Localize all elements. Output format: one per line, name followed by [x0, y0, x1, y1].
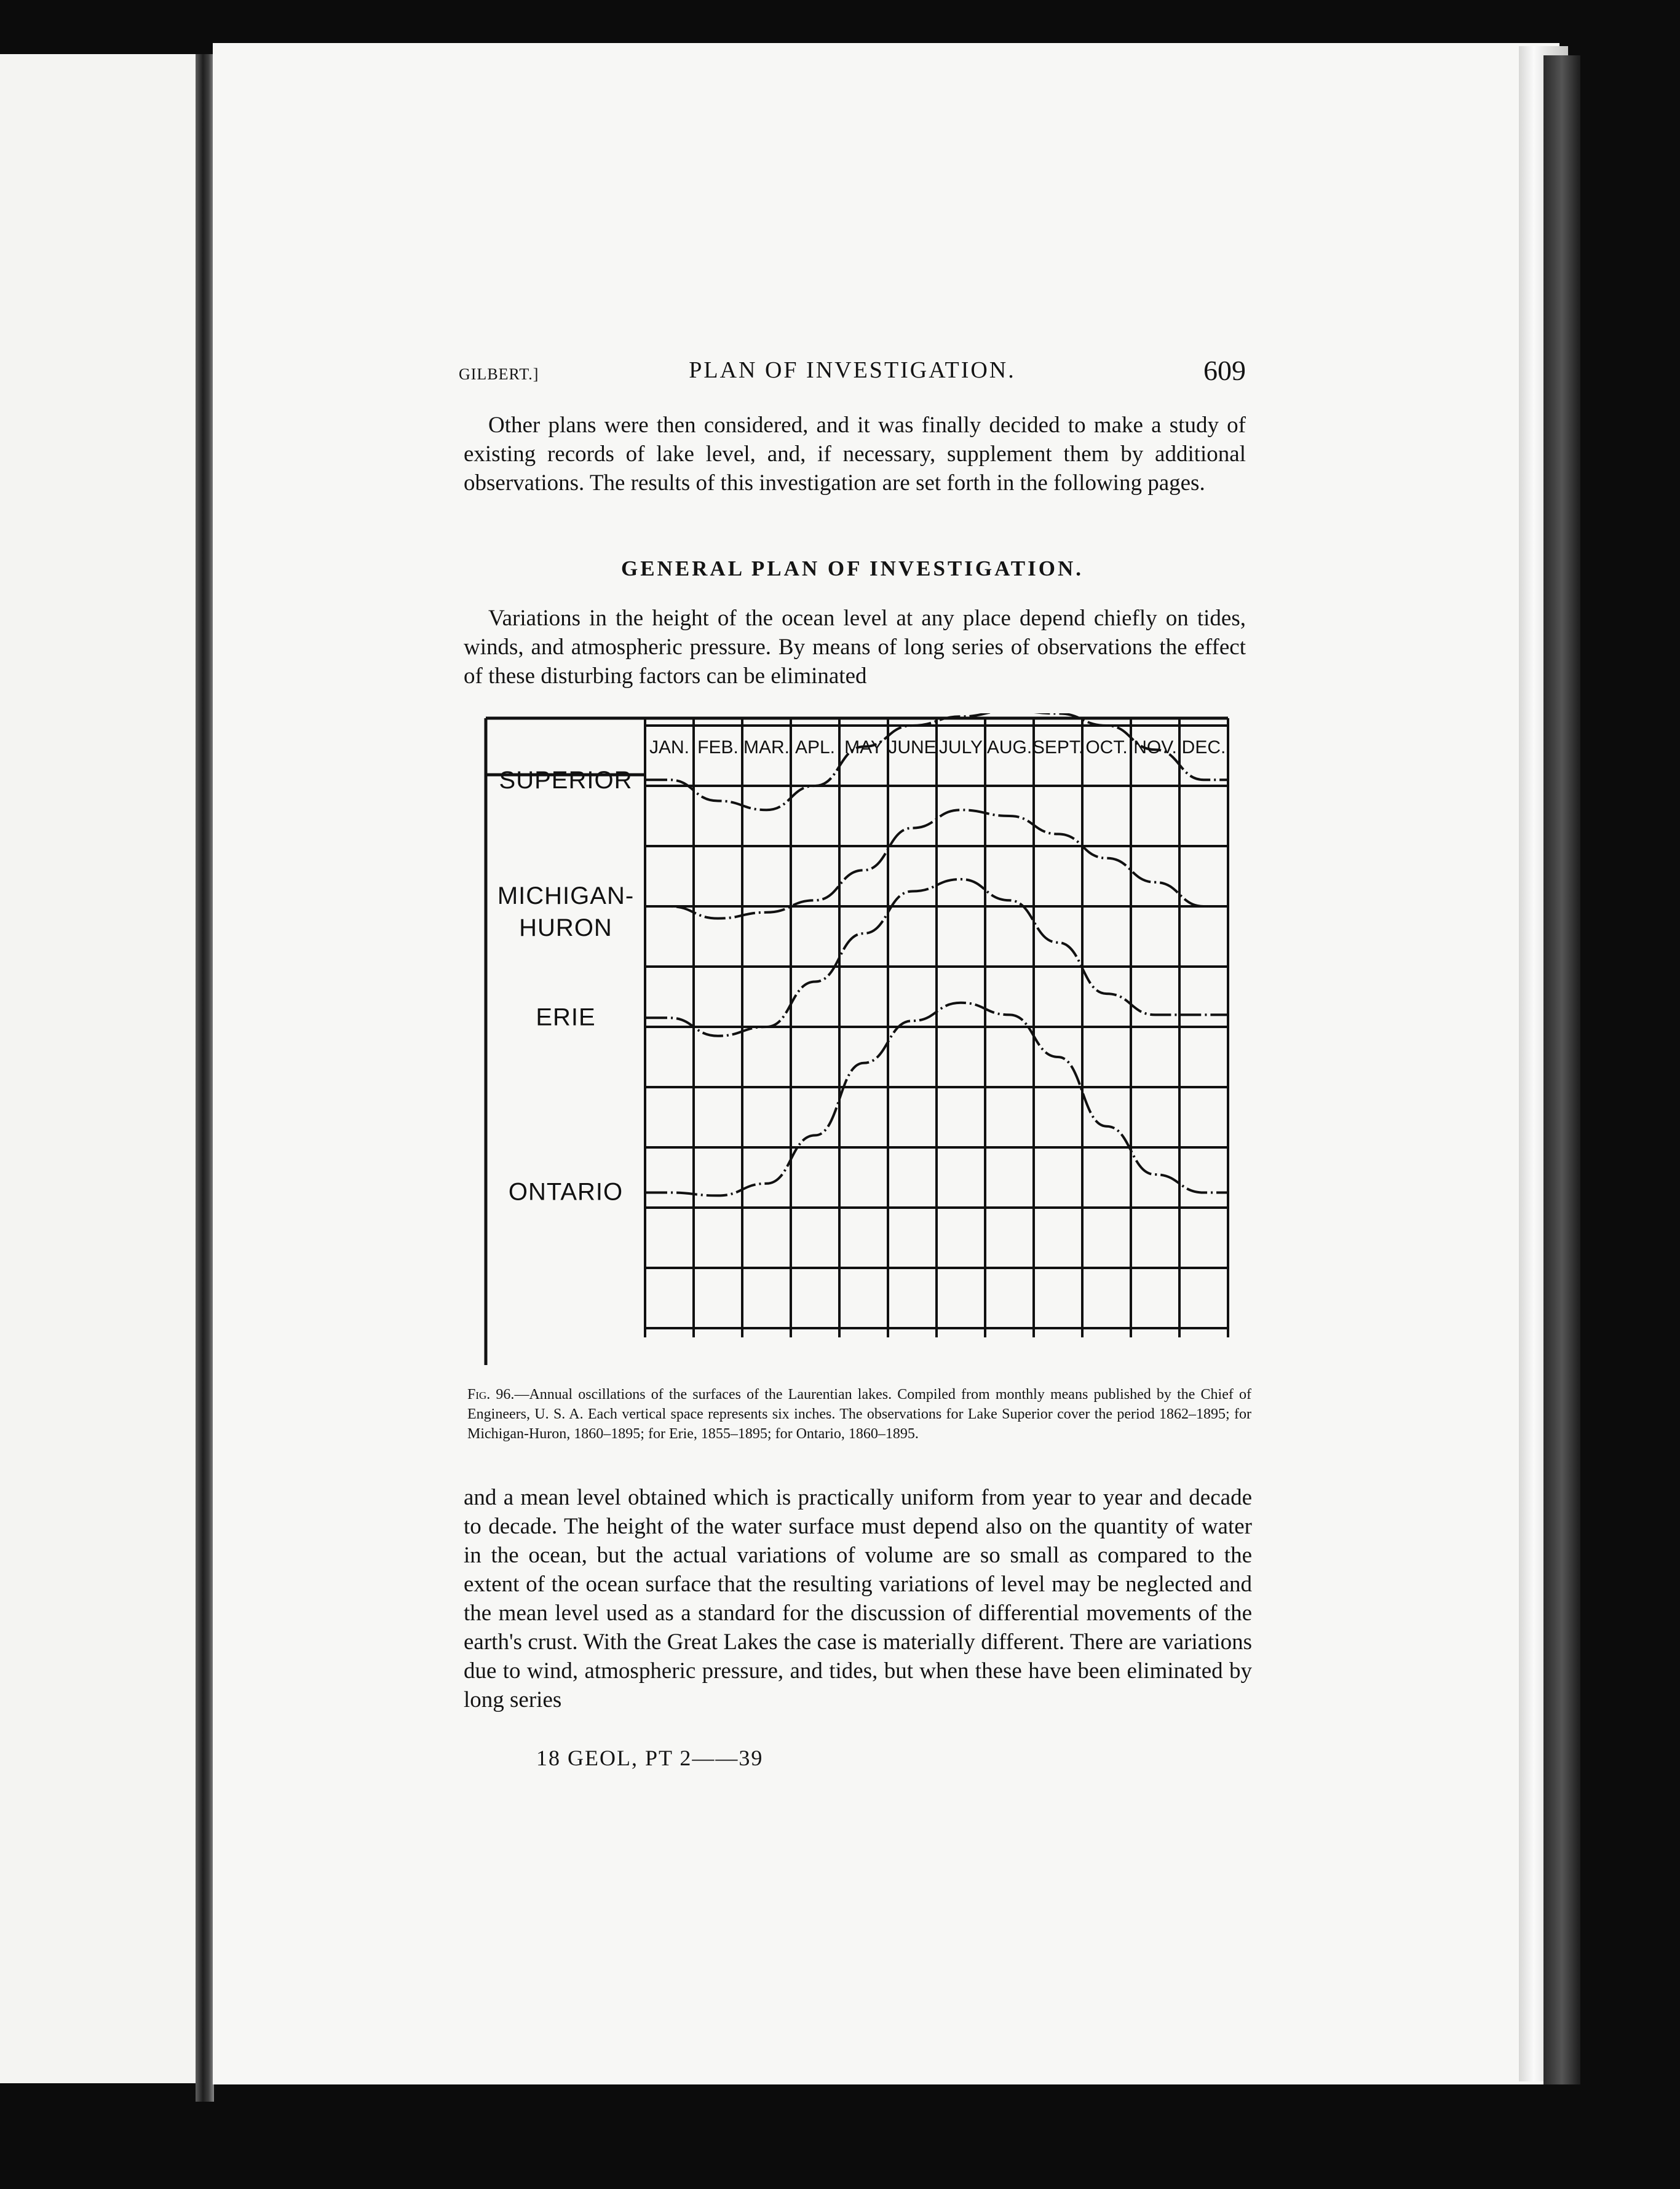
- lake-level-chart: [481, 713, 1231, 1371]
- month-label: MAR.: [743, 737, 790, 758]
- caption-figure-number: Fig. 96.: [467, 1387, 515, 1403]
- label-michigan: MICHIGAN-: [497, 882, 635, 909]
- caption-text: —Annual oscillations of the surfaces of the Laurentian lakes. Compiled from monthly means published by the Chief of Engineers, U. S. A. Each vertical space represents six inches. The observations for Lake Superior cover the period 1862–1895; for Michigan-Huron, 1860–1895; for Erie, 1855–1895; for Ontario, 1860–1895.: [467, 1387, 1251, 1442]
- month-label: APL.: [794, 737, 836, 758]
- lake-labels: [497, 767, 634, 1205]
- paragraph-3: and a mean level obtained which is practically uniform from year to year and decade to decade. The height of the water surface must depend also on the quantity of water in the ocean, but the actual variations of volume are so small as compared to the extent of the ocean surface that the resulting variations of level may be neglected and the mean level used as a standard for the discussion of differential movements of the earth's crust. With the Great Lakes the case is materially different. There are variations due to wind, atmospheric pressure, and tides, but when these have been eliminated by long series: [464, 1485, 1252, 1712]
- month-label: NOV.: [1133, 737, 1177, 758]
- month-label: JUNE: [888, 737, 937, 758]
- page-number: 609: [1203, 355, 1246, 386]
- label-superior: SUPERIOR: [499, 767, 633, 794]
- label-huron: HURON: [519, 914, 612, 941]
- book-binding: [1543, 55, 1580, 2084]
- left-page: [0, 54, 203, 2083]
- month-label: SEPT.: [1032, 737, 1084, 758]
- figure-caption: [467, 1385, 1251, 1444]
- author-tag: GILBERT.]: [459, 365, 539, 383]
- month-label: JULY: [938, 737, 983, 758]
- signature-line: 18 GEOL, PT 2——39: [536, 1746, 764, 1770]
- month-label: JAN.: [649, 737, 690, 758]
- month-label: MAY: [844, 737, 883, 758]
- month-label: DEC.: [1181, 737, 1226, 758]
- chart-grid: [645, 718, 1228, 1337]
- month-label: FEB.: [697, 737, 739, 758]
- month-label: OCT.: [1085, 737, 1128, 758]
- label-erie: ERIE: [536, 1003, 596, 1031]
- running-head: [459, 357, 1246, 396]
- book-gutter: [196, 54, 214, 2102]
- section-heading: GENERAL PLAN OF INVESTIGATION.: [620, 556, 1084, 580]
- paragraph-2: Variations in the height of the ocean level at any place depend chiefly on tides, winds, and atmospheric pressure. By means of long series of observations the effect of these disturbing factors can be eliminated: [464, 606, 1246, 689]
- running-title: PLAN OF INVESTIGATION.: [689, 357, 1016, 383]
- month-label: AUG.: [986, 737, 1032, 758]
- paragraph-1: Other plans were then considered, and it was finally decided to make a study of existing records of lake level, and, if necessary, supplement them by additional observations. The results of this investigation are set forth in the following pages.: [464, 413, 1246, 496]
- label-ontario: ONTARIO: [508, 1178, 624, 1206]
